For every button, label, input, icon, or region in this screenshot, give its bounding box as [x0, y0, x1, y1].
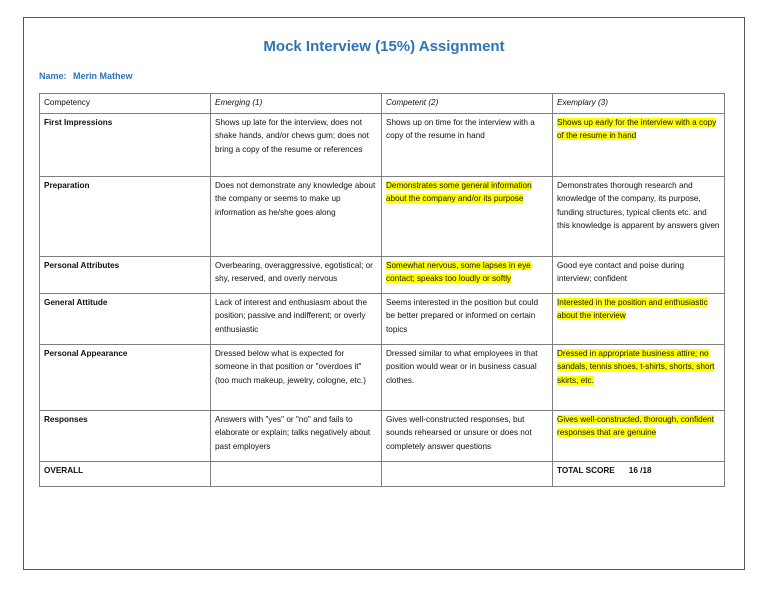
table-row-overall — [40, 461, 725, 486]
row-label: First Impressions — [40, 113, 211, 176]
row-label: Personal Attributes — [40, 256, 211, 293]
row-label: Preparation — [40, 176, 211, 256]
emerging-cell: Does not demonstrate any knowledge about the company or seems to make up information as he/she goes along — [211, 176, 382, 256]
selected-level-highlight: Shows up early for the interview with a copy of the resume in hand — [557, 117, 717, 141]
competent-cell: Shows up on time for the interview with a copy of the resume in hand — [382, 113, 553, 176]
table-row-first-impressions — [40, 113, 725, 176]
table-row-personal-appearance — [40, 344, 725, 410]
row-label: General Attitude — [40, 293, 211, 344]
exemplary-cell — [553, 293, 725, 344]
name-label: Name: — [39, 71, 67, 81]
competent-cell — [382, 176, 553, 256]
rubric-table — [39, 93, 725, 487]
header-competency: Competency — [40, 94, 211, 114]
row-label: Personal Appearance — [40, 344, 211, 410]
competent-cell: Seems interested in the position but could be better prepared or informed on certain topics — [382, 293, 553, 344]
student-name-line — [39, 71, 137, 81]
header-exemplary: Exemplary (3) — [553, 94, 725, 114]
row-label: Responses — [40, 410, 211, 461]
selected-level-highlight: Dressed in appropriate business attire; no sandals, tennis shoes, t-shirts, shorts, short skirts, etc. — [557, 348, 715, 385]
emerging-cell: Shows up late for the interview, does not shake hands, and/or chews gum; does not bring a copy of the resume or references — [211, 113, 382, 176]
exemplary-cell: Good eye contact and poise during interview; confident — [553, 256, 725, 293]
selected-level-highlight: Interested in the position and enthusiastic about the interview — [557, 297, 708, 321]
competent-cell: Dressed similar to what employees in that position would wear or in business casual clothes. — [382, 344, 553, 410]
overall-label: OVERALL — [40, 461, 211, 486]
table-header-row — [40, 94, 725, 114]
emerging-cell: Dressed below what is expected for someone in that position or "overdoes it" (too much makeup, jewelry, cologne, etc.) — [211, 344, 382, 410]
document-title: Mock Interview (15%) Assignment — [263, 38, 505, 55]
table-row-personal-attributes — [40, 256, 725, 293]
total-score-cell — [553, 461, 725, 486]
total-score-label: TOTAL SCORE — [557, 465, 615, 475]
selected-level-highlight: Demonstrates some general information about the company and/or its purpose — [386, 180, 532, 204]
exemplary-cell: Demonstrates thorough research and knowledge of the company, its purpose, funding structures, typical clients etc. and this knowledge is apparent by answers given — [553, 176, 725, 256]
emerging-cell: Lack of interest and enthusiasm about the position; passive and indifferent; or overly enthusiastic — [211, 293, 382, 344]
table-row-responses — [40, 410, 725, 461]
competent-cell — [382, 256, 553, 293]
emerging-cell: Overbearing, overaggressive, egotistical; or shy, reserved, and overly nervous — [211, 256, 382, 293]
overall-empty-cell — [211, 461, 382, 486]
competent-cell: Gives well-constructed responses, but sounds rehearsed or unsure or does not completely answer questions — [382, 410, 553, 461]
selected-level-highlight: Somewhat nervous, some lapses in eye contact; speaks too loudly or softly — [386, 260, 531, 284]
total-score-value: 16 /18 — [628, 465, 652, 475]
overall-empty-cell — [382, 461, 553, 486]
name-value: Merin Mathew — [73, 71, 133, 81]
exemplary-cell — [553, 344, 725, 410]
emerging-cell: Answers with "yes" or "no" and fails to elaborate or explain; talks negatively about past employers — [211, 410, 382, 461]
exemplary-cell — [553, 113, 725, 176]
header-competent: Competent (2) — [382, 94, 553, 114]
header-emerging: Emerging (1) — [211, 94, 382, 114]
exemplary-cell — [553, 410, 725, 461]
table-row-preparation — [40, 176, 725, 256]
selected-level-highlight: Gives well-constructed, thorough, confident responses that are genuine — [557, 414, 715, 438]
table-row-general-attitude — [40, 293, 725, 344]
